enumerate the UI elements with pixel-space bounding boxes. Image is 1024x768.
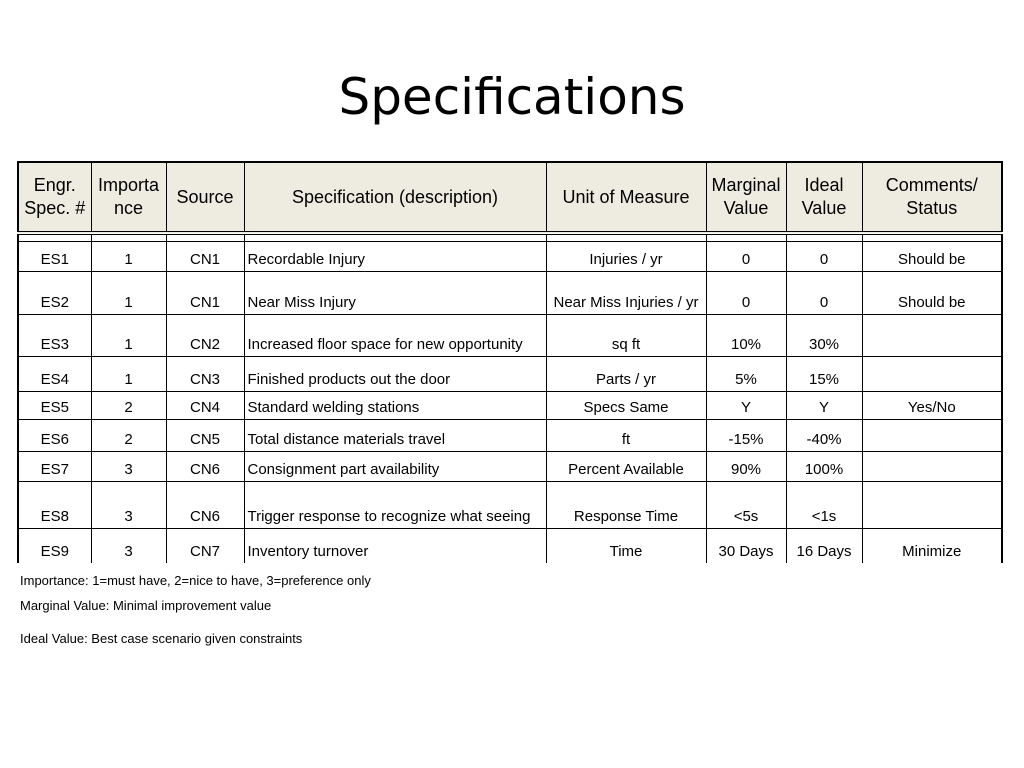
- cell-comments: Should be: [862, 242, 1002, 272]
- cell-marginal: 0: [706, 272, 786, 315]
- spacer-cell: [706, 233, 786, 242]
- cell-marginal: 30 Days: [706, 529, 786, 563]
- cell-spec: ES8: [18, 482, 91, 529]
- note-importance: Importance: 1=must have, 2=nice to have, 3=preference only: [20, 573, 371, 588]
- table-row: [18, 420, 1002, 452]
- header-engr-spec: Engr. Spec. #: [18, 162, 91, 233]
- cell-unit: ft: [546, 420, 706, 452]
- table-row: [18, 272, 1002, 315]
- cell-comments: [862, 482, 1002, 529]
- header-ideal-value: Ideal Value: [786, 162, 862, 233]
- cell-ideal: 100%: [786, 452, 862, 482]
- spec-table-container: [17, 161, 1001, 563]
- cell-spec: ES6: [18, 420, 91, 452]
- header-source: Source: [166, 162, 244, 233]
- header-marginal-value: Marginal Value: [706, 162, 786, 233]
- cell-spec: ES9: [18, 529, 91, 563]
- cell-ideal: 0: [786, 242, 862, 272]
- cell-importance: 3: [91, 452, 166, 482]
- cell-description: Total distance materials travel: [244, 420, 546, 452]
- cell-source: CN1: [166, 242, 244, 272]
- cell-importance: 1: [91, 357, 166, 392]
- cell-unit: Parts / yr: [546, 357, 706, 392]
- table-row: [18, 315, 1002, 357]
- spacer-cell: [91, 233, 166, 242]
- cell-importance: 2: [91, 392, 166, 420]
- note-marginal-value: Marginal Value: Minimal improvement value: [20, 598, 272, 613]
- cell-marginal: 10%: [706, 315, 786, 357]
- spacer-cell: [166, 233, 244, 242]
- cell-description: Consignment part availability: [244, 452, 546, 482]
- cell-source: CN6: [166, 482, 244, 529]
- cell-importance: 1: [91, 315, 166, 357]
- cell-ideal: 0: [786, 272, 862, 315]
- page-title: Specifications: [338, 68, 686, 126]
- cell-comments: [862, 357, 1002, 392]
- header-importance: Importa nce: [91, 162, 166, 233]
- table-row: [18, 357, 1002, 392]
- header-specification: Specification (description): [244, 162, 546, 233]
- cell-description: Standard welding stations: [244, 392, 546, 420]
- cell-description: Recordable Injury: [244, 242, 546, 272]
- cell-marginal: 0: [706, 242, 786, 272]
- cell-unit: Percent Available: [546, 452, 706, 482]
- cell-description: Trigger response to recognize what seeing: [244, 482, 546, 529]
- table-row: [18, 482, 1002, 529]
- cell-source: CN6: [166, 452, 244, 482]
- cell-source: CN5: [166, 420, 244, 452]
- cell-description: Finished products out the door: [244, 357, 546, 392]
- spacer-cell: [546, 233, 706, 242]
- cell-comments: Minimize: [862, 529, 1002, 563]
- cell-ideal: 15%: [786, 357, 862, 392]
- cell-unit: Time: [546, 529, 706, 563]
- cell-marginal: 5%: [706, 357, 786, 392]
- cell-ideal: 16 Days: [786, 529, 862, 563]
- cell-spec: ES1: [18, 242, 91, 272]
- spacer-cell: [786, 233, 862, 242]
- header-row: [18, 162, 1002, 233]
- cell-spec: ES5: [18, 392, 91, 420]
- header-spacer-row: [18, 233, 1002, 242]
- cell-marginal: <5s: [706, 482, 786, 529]
- specifications-table: [17, 161, 1003, 563]
- spacer-cell: [244, 233, 546, 242]
- cell-unit: Response Time: [546, 482, 706, 529]
- cell-source: CN2: [166, 315, 244, 357]
- cell-importance: 1: [91, 272, 166, 315]
- cell-importance: 3: [91, 482, 166, 529]
- cell-unit: Injuries / yr: [546, 242, 706, 272]
- table-row: [18, 392, 1002, 420]
- header-comments-status: Comments/ Status: [862, 162, 1002, 233]
- cell-source: CN3: [166, 357, 244, 392]
- cell-comments: [862, 420, 1002, 452]
- header-unit-of-measure: Unit of Measure: [546, 162, 706, 233]
- note-ideal-value: Ideal Value: Best case scenario given constraints: [20, 631, 303, 646]
- cell-spec: ES4: [18, 357, 91, 392]
- cell-spec: ES2: [18, 272, 91, 315]
- cell-ideal: -40%: [786, 420, 862, 452]
- cell-spec: ES7: [18, 452, 91, 482]
- cell-source: CN4: [166, 392, 244, 420]
- cell-description: Near Miss Injury: [244, 272, 546, 315]
- cell-comments: Should be: [862, 272, 1002, 315]
- cell-spec: ES3: [18, 315, 91, 357]
- cell-ideal: <1s: [786, 482, 862, 529]
- cell-unit: Specs Same: [546, 392, 706, 420]
- spacer-cell: [862, 233, 1002, 242]
- cell-description: Inventory turnover: [244, 529, 546, 563]
- cell-description: Increased floor space for new opportunity: [244, 315, 546, 357]
- cell-marginal: 90%: [706, 452, 786, 482]
- cell-importance: 3: [91, 529, 166, 563]
- cell-importance: 1: [91, 242, 166, 272]
- cell-comments: Yes/No: [862, 392, 1002, 420]
- cell-comments: [862, 315, 1002, 357]
- table-row: [18, 452, 1002, 482]
- cell-ideal: 30%: [786, 315, 862, 357]
- cell-importance: 2: [91, 420, 166, 452]
- cell-unit: Near Miss Injuries / yr: [546, 272, 706, 315]
- table-row: [18, 529, 1002, 563]
- cell-comments: [862, 452, 1002, 482]
- spacer-cell: [18, 233, 91, 242]
- table-row: [18, 242, 1002, 272]
- cell-source: CN1: [166, 272, 244, 315]
- cell-source: CN7: [166, 529, 244, 563]
- cell-marginal: -15%: [706, 420, 786, 452]
- cell-marginal: Y: [706, 392, 786, 420]
- cell-unit: sq ft: [546, 315, 706, 357]
- cell-ideal: Y: [786, 392, 862, 420]
